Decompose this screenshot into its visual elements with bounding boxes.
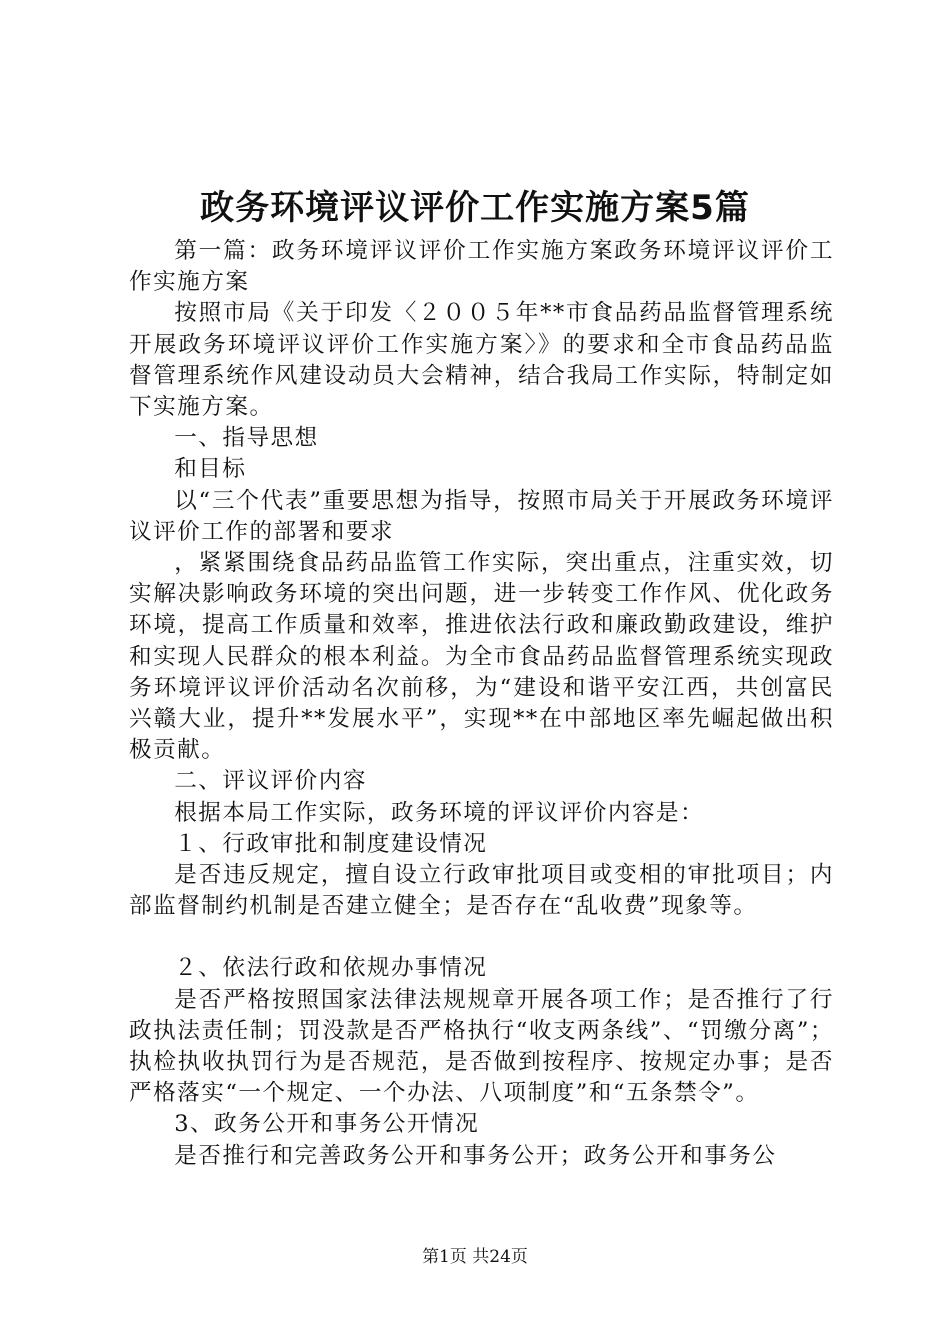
paragraph-guiding-1: 以“三个代表”重要思想为指导，按照市局关于开展政务环境评议评价工作的部署和要求 <box>129 487 834 545</box>
item-text-1: 是否违反规定，擅自设立行政审批项目或变相的审批项目；内部监督制约机制是否建立健全；是否存在“乱收费”现象等。 <box>129 862 834 920</box>
paragraph-intro-heading: 第一篇：政务环境评议评价工作实施方案政务环境评议评价工作实施方案 <box>129 238 834 296</box>
page-number-footer: 第1页 共24页 <box>422 1247 528 1267</box>
section-heading-goals: 和目标 <box>174 456 247 483</box>
paragraph-guiding-2: ，紧紧围绕食品药品监管工作实际，突出重点，注重实效，切实解决影响政务环境的突出问题，进一步转变工作作风、优化政务环境，提高工作质量和效率，推进依法行政和廉政勤政建设，维护和实现人民群众的根本利益。为全市食品药品监督管理系统实现政务环境评议评价活动名次前移，为“建设和谐平安江西，共创富民兴赣大业，提升**发展水平”，实现**在中部地区率先崛起做出积极贡献。 <box>129 550 834 764</box>
item-text-3: 是否推行和完善政务公开和事务公开；政务公开和事务公 <box>174 1142 777 1169</box>
section-heading-content: 二、评议评价内容 <box>174 768 367 795</box>
document-body <box>129 236 834 1172</box>
paragraph-intro: 按照市局《关于印发〈２００５年**市食品药品监督管理系统开展政务环境评议评价工作实施方案〉》的要求和全市食品药品监督管理系统作风建设动员大会精神，结合我局工作实际，特制定如下实施方案。 <box>129 300 834 421</box>
section-heading-guiding: 一、指导思想 <box>174 425 319 452</box>
item-text-2: 是否严格按照国家法律法规规章开展各项工作；是否推行了行政执法责任制；罚没款是否严格执行“收支两条线”、“罚缴分离”；执检执收执罚行为是否规范，是否做到按程序、按规定办事；是否严格落实“一个规定、一个办法、八项制度”和“五条禁令”。 <box>129 986 834 1107</box>
item-heading-3: 3、政务公开和事务公开情况 <box>174 1111 480 1138</box>
item-heading-2: ２、依法行政和依规办事情况 <box>174 955 488 982</box>
paragraph-content-intro: 根据本局工作实际，政务环境的评议评价内容是： <box>174 799 705 826</box>
paragraph-gap <box>129 922 834 953</box>
item-heading-1: １、行政审批和制度建设情况 <box>174 830 488 857</box>
document-title: 政务环境评议评价工作实施方案5篇 <box>200 188 750 228</box>
